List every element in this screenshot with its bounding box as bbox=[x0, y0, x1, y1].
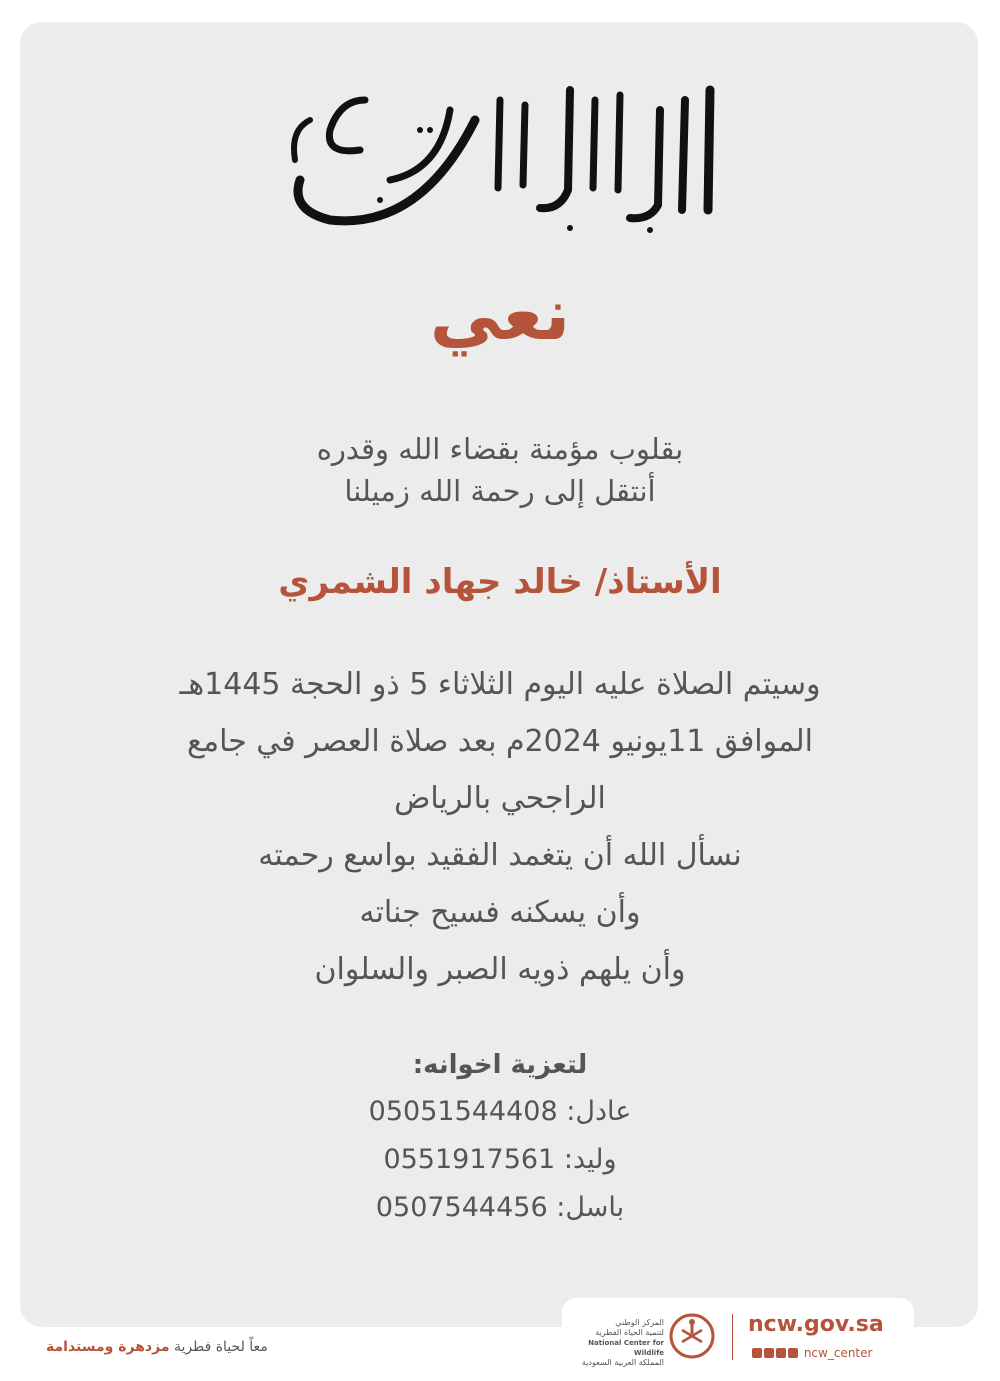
obituary-title: نعي bbox=[429, 272, 571, 356]
body-line: وأن يسكنه فسيح جناته bbox=[359, 895, 641, 930]
youtube-icon[interactable] bbox=[764, 1348, 774, 1358]
contact-row bbox=[0, 1184, 1000, 1232]
contact-row bbox=[0, 1088, 1000, 1136]
calligraphy-verse-logo bbox=[270, 70, 730, 240]
funeral-details bbox=[110, 656, 890, 998]
emblem-icon bbox=[668, 1312, 716, 1360]
facebook-icon[interactable] bbox=[776, 1348, 786, 1358]
x-icon[interactable] bbox=[752, 1348, 762, 1358]
slogan-plain: معاً لحياة فطرية bbox=[173, 1339, 268, 1355]
footer-slogan bbox=[46, 1339, 268, 1355]
org-country: المملكة العربية السعودية bbox=[581, 1358, 664, 1367]
body-line: وسيتم الصلاة عليه اليوم الثلاثاء 5 ذو الحجة 1445هـ bbox=[179, 667, 821, 702]
condolence-title: لتعزية اخوانه: bbox=[412, 1050, 588, 1080]
contact-row bbox=[0, 1136, 1000, 1184]
intro-text bbox=[0, 428, 1000, 512]
body-line: الموافق 11يونيو 2024م بعد صلاة العصر في جامع bbox=[187, 724, 813, 759]
contact-name: عادل: bbox=[566, 1096, 632, 1127]
org-name bbox=[566, 1318, 664, 1368]
body-line: وأن يلهم ذويه الصبر والسلوان bbox=[314, 952, 686, 987]
brand-box bbox=[562, 1298, 914, 1370]
condolence-section bbox=[0, 1050, 1000, 1232]
contact-phone: 0507544456 bbox=[375, 1192, 548, 1223]
social-handle bbox=[752, 1346, 872, 1360]
org-ar-line: لتنمية الحياة الفطرية bbox=[595, 1328, 664, 1337]
org-en-line: National Center for Wildlife bbox=[588, 1339, 664, 1357]
body-line: نسأل الله أن يتغمد الفقيد بواسع رحمته bbox=[258, 838, 742, 873]
body-line: الراجحي بالرياض bbox=[394, 781, 606, 816]
contact-name: باسل: bbox=[556, 1192, 625, 1223]
intro-line: أنتقل إلى رحمة الله زميلنا bbox=[344, 474, 656, 508]
slogan-accent: مزدهرة ومستدامة bbox=[46, 1339, 170, 1355]
contact-phone: 05051544408 bbox=[368, 1096, 558, 1127]
divider bbox=[732, 1314, 733, 1360]
deceased-name: الأستاذ/ خالد جهاد الشمري bbox=[278, 562, 722, 602]
contact-name: وليد: bbox=[563, 1144, 617, 1175]
instagram-icon[interactable] bbox=[788, 1348, 798, 1358]
social-handle-text: ncw_center bbox=[803, 1346, 873, 1360]
org-ar-line: المركز الوطني bbox=[615, 1318, 664, 1327]
contact-phone: 0551917561 bbox=[383, 1144, 556, 1175]
website-link[interactable]: ncw.gov.sa bbox=[748, 1312, 884, 1337]
intro-line: بقلوب مؤمنة بقضاء الله وقدره bbox=[316, 432, 684, 466]
